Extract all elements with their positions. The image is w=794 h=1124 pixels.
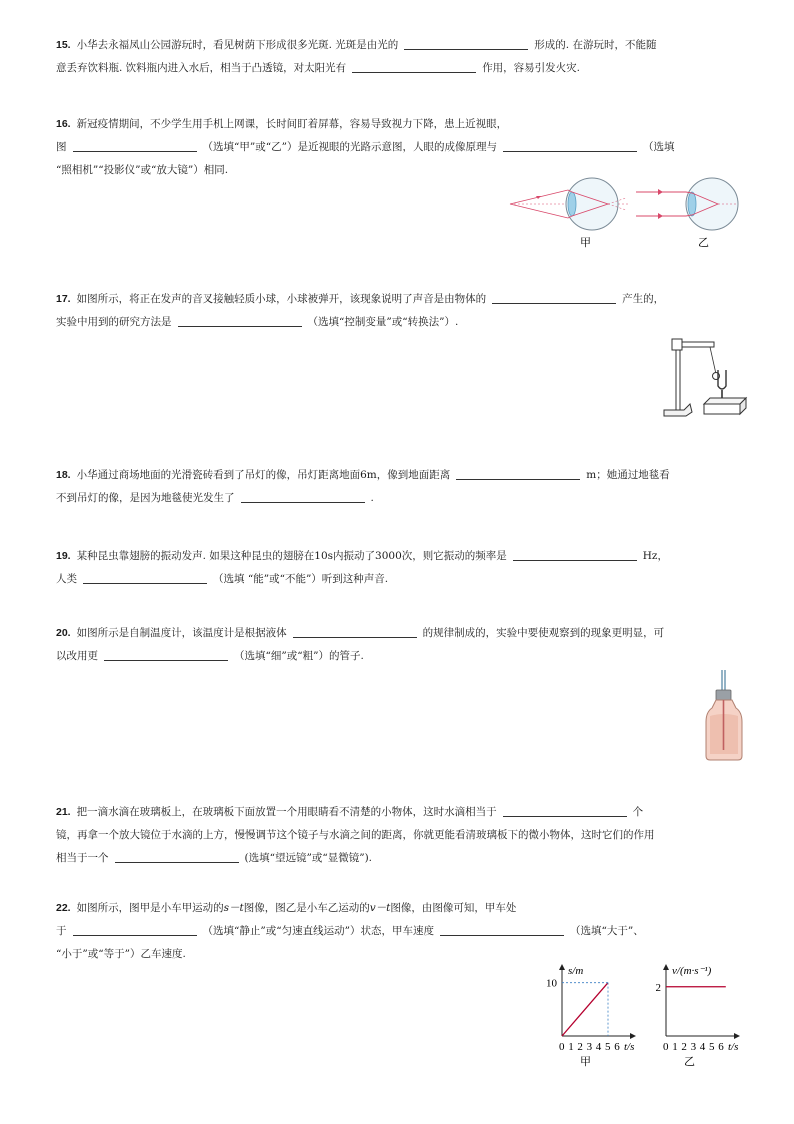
chart-x-axis-label: t/s <box>728 1041 739 1053</box>
question-20: 20. 如图所示是自制温度计，该温度计是根据液体 的规律制成的，实验中要使观察到的现象更明显，可 以改用更 （选填“细”或“粗”）的管子. <box>56 627 665 662</box>
answer-blank[interactable] <box>241 490 365 503</box>
answer-blank[interactable] <box>178 314 302 327</box>
series-line <box>562 983 608 1036</box>
x-tick-label: 4 <box>595 1041 602 1053</box>
x-tick-label: 0 <box>663 1041 669 1053</box>
answer-blank[interactable] <box>440 923 564 936</box>
answer-blank[interactable] <box>83 571 207 584</box>
x-tick-label: 2 <box>577 1041 583 1053</box>
chart-caption: 甲 <box>580 1055 591 1068</box>
answer-blank[interactable] <box>456 467 580 480</box>
x-tick-label: 1 <box>672 1041 678 1053</box>
chart-jia-svg <box>540 960 650 1072</box>
chart-y-axis-label: v/(m·s⁻¹) <box>672 965 712 977</box>
answer-blank[interactable] <box>503 804 627 817</box>
answer-blank[interactable] <box>73 139 197 152</box>
question-number: 15. <box>56 39 71 51</box>
figure-label-jia: 甲 <box>580 236 591 249</box>
answer-blank[interactable] <box>352 60 476 73</box>
chart-x-axis-label: t/s <box>624 1041 635 1053</box>
x-tick-label: 3 <box>690 1041 697 1053</box>
thermometer-bottle-svg <box>702 668 746 762</box>
x-tick-label: 0 <box>559 1041 565 1053</box>
x-tick-label: 3 <box>586 1041 593 1053</box>
eye-diagrams-figure <box>508 172 748 258</box>
y-axis-arrow <box>663 964 669 970</box>
answer-blank[interactable] <box>513 548 637 561</box>
y-tick-label: 10 <box>546 977 557 990</box>
chart-yi <box>644 960 754 1072</box>
figure-label-yi: 乙 <box>698 236 709 249</box>
x-tick-label: 1 <box>568 1041 574 1053</box>
answer-blank[interactable] <box>503 139 637 152</box>
x-tick-label: 2 <box>681 1041 687 1053</box>
chart-y-axis-label: s/m <box>568 965 584 977</box>
x-axis-arrow <box>630 1033 636 1039</box>
answer-blank[interactable] <box>404 37 528 50</box>
eye-diagram-a <box>510 178 628 230</box>
x-tick-label: 4 <box>699 1041 706 1053</box>
answer-blank[interactable] <box>492 291 616 304</box>
question-16: 16. 新冠疫情期间，不少学生用手机上网课，长时间盯着屏幕，容易导致视力下降，患上近视眼， 图 （选填“甲”或“乙”）是近视眼的光路示意图，人眼的成像原理与 （选填 “照相机”“投影仪”或“放大镜”）相同. <box>56 118 675 176</box>
chart-yi-svg <box>644 960 754 1072</box>
question-number: 17. <box>56 293 71 305</box>
question-number: 21. <box>56 806 71 818</box>
question-21: 21. 把一滴水滴在玻璃板上，在玻璃板下面放置一个用眼睛看不清楚的小物体，这时水滴相当于 个 镜，再拿一个放大镜位于水滴的上方，慢慢调节这个镜子与水滴之间的距离，你就更能看清玻璃板下的微小物体，这时它们的作用 相当于一个 (选填“望远镜”或“显微镜”). <box>56 806 655 864</box>
eye-diagram-svg <box>508 172 748 258</box>
answer-blank[interactable] <box>115 850 239 863</box>
eye-diagram-b <box>636 178 738 230</box>
x-tick-label: 6 <box>718 1041 724 1053</box>
answer-blank[interactable] <box>293 625 417 638</box>
question-15: 15. 小华去永福凤山公园游玩时，看见树荫下形成很多光斑. 光斑是由光的 形成的. 在游玩时，不能随 意丢弃饮料瓶. 饮料瓶内进入水后，相当于凸透镜，对太阳光有 作用，容易引发火灾. <box>56 39 657 74</box>
question-number: 22. <box>56 902 71 914</box>
answer-blank[interactable] <box>73 923 197 936</box>
question-number: 20. <box>56 627 71 639</box>
x-axis-arrow <box>734 1033 740 1039</box>
tuning-fork-apparatus-figure <box>660 334 746 420</box>
chart-caption: 乙 <box>684 1055 695 1068</box>
question-number: 16. <box>56 118 71 130</box>
y-tick-label: 2 <box>655 981 661 994</box>
question-number: 19. <box>56 550 71 562</box>
question-19: 19. 某种昆虫靠翅膀的振动发声. 如果这种昆虫的翅膀在10s内振动了3000次，则它振动的频率是 Hz， 人类 （选填 “能”或“不能”）听到这种声音. <box>56 550 668 585</box>
question-18: 18. 小华通过商场地面的光滑瓷砖看到了吊灯的像，吊灯距离地面6m，像到地面距离 m；她通过地毯看 不到吊灯的像，是因为地毯使光发生了 . <box>56 469 670 504</box>
chart-jia <box>540 960 650 1072</box>
answer-blank[interactable] <box>104 648 228 661</box>
x-tick-label: 6 <box>614 1041 620 1053</box>
question-17: 17. 如图所示，将正在发声的音叉接触轻质小球，小球被弹开，该现象说明了声音是由物体的 产生的， 实验中用到的研究方法是 （选填“控制变量”或“转换法”）. <box>56 293 665 328</box>
y-axis-arrow <box>559 964 565 970</box>
question-22: 22. 如图所示，图甲是小车甲运动的s－t图像，图乙是小车乙运动的v－t图像，由图像可知，甲车处 于 （选填“静止”或“匀速直线运动”）状态，甲车速度 （选填“大于”、 “小于”或“等于”）乙车速度. <box>56 902 644 960</box>
tuning-fork-svg <box>660 334 746 420</box>
thermometer-bottle-figure <box>702 668 746 762</box>
x-tick-label: 5 <box>709 1041 715 1053</box>
question-number: 18. <box>56 469 71 481</box>
x-tick-label: 5 <box>605 1041 611 1053</box>
